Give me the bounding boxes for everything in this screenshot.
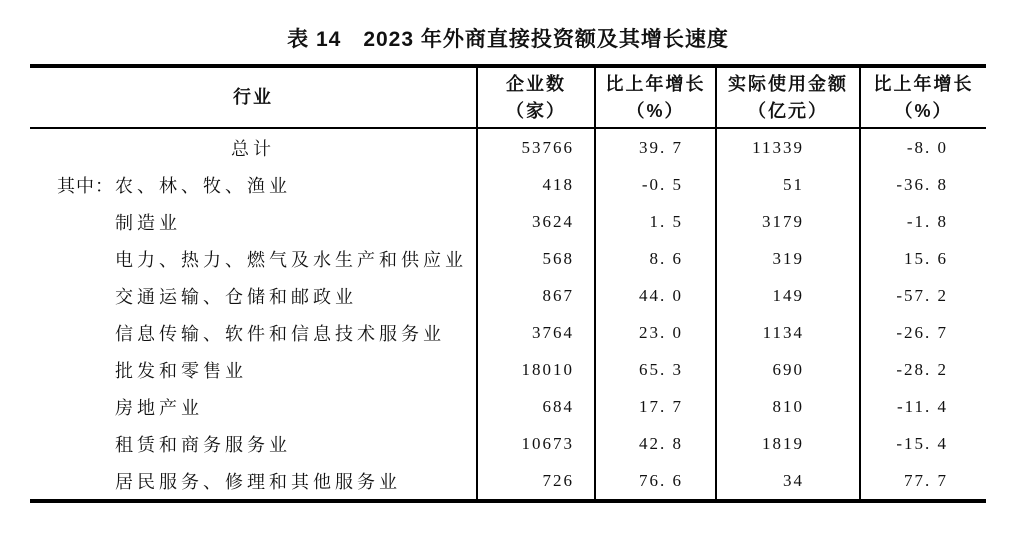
amount-growth-value: -11. 4 [896, 396, 948, 416]
amount-value: 34 [716, 462, 860, 501]
amount-value: 1134 [716, 314, 860, 351]
amount-growth-value: -26. 7 [896, 322, 948, 342]
enterprises-value: 3624 [477, 203, 595, 240]
amount-growth-value: -28. 2 [896, 359, 948, 379]
qizhong-prefix: 其中： [57, 175, 114, 196]
amount-value: 149 [716, 277, 860, 314]
enterprises-value: 10673 [477, 425, 595, 462]
industry-cell: 居民服务、修理和其他服务业 [30, 462, 477, 501]
enterprises-growth-value: 39. 7 [595, 128, 716, 166]
amount-growth-value: -1. 8 [906, 211, 948, 231]
enterprises-growth-value: 8. 6 [595, 240, 716, 277]
fdi-table [30, 64, 986, 503]
amount-value: 1819 [716, 425, 860, 462]
amount-value: 11339 [716, 128, 860, 166]
table-row [30, 203, 986, 240]
table-row-total [30, 128, 986, 166]
enterprises-growth-value: -0. 5 [595, 166, 716, 203]
industry-cell [30, 166, 477, 203]
industry-cell: 制造业 [30, 203, 477, 240]
enterprises-value: 568 [477, 240, 595, 277]
column-header-amount-growth: 比上年增长 （%） [860, 66, 986, 128]
table-row [30, 314, 986, 351]
industry-cell: 租赁和商务服务业 [30, 425, 477, 462]
table-body [30, 128, 986, 501]
amount-growth-value: 15. 6 [904, 248, 948, 268]
amount-value: 3179 [716, 203, 860, 240]
enterprises-value: 3764 [477, 314, 595, 351]
industry-cell: 信息传输、软件和信息技术服务业 [30, 314, 477, 351]
enterprises-value: 684 [477, 388, 595, 425]
industry-cell: 批发和零售业 [30, 351, 477, 388]
amount-growth-value: -15. 4 [896, 433, 948, 453]
enterprises-growth-value: 65. 3 [595, 351, 716, 388]
header-row [30, 66, 986, 128]
table-title: 表 14 2023 年外商直接投资额及其增长速度 [287, 28, 729, 51]
amount-growth-value: -8. 0 [906, 137, 948, 157]
enterprises-growth-value: 17. 7 [595, 388, 716, 425]
industry-name: 农、林、牧、渔业 [115, 175, 291, 196]
industry-cell: 房地产业 [30, 388, 477, 425]
amount-growth-value: -36. 8 [896, 174, 948, 194]
enterprises-growth-value: 42. 8 [595, 425, 716, 462]
table-row [30, 388, 986, 425]
enterprises-growth-value: 76. 6 [595, 462, 716, 501]
enterprises-value: 53766 [477, 128, 595, 166]
amount-growth-value: -57. 2 [896, 285, 948, 305]
table-row [30, 425, 986, 462]
table-row [30, 462, 986, 501]
column-header-enterprises: 企业数 （家） [477, 66, 595, 128]
enterprises-value: 867 [477, 277, 595, 314]
enterprises-growth-value: 44. 0 [595, 277, 716, 314]
enterprises-growth-value: 1. 5 [595, 203, 716, 240]
table-row [30, 166, 986, 203]
amount-value: 319 [716, 240, 860, 277]
industry-cell: 交通运输、仓储和邮政业 [30, 277, 477, 314]
table-row [30, 240, 986, 277]
industry-cell: 电力、热力、燃气及水生产和供应业 [30, 240, 477, 277]
enterprises-value: 726 [477, 462, 595, 501]
amount-growth-value: 77. 7 [904, 470, 948, 490]
table-row [30, 277, 986, 314]
column-header-industry: 行业 [30, 66, 477, 128]
enterprises-value: 18010 [477, 351, 595, 388]
enterprises-growth-value: 23. 0 [595, 314, 716, 351]
column-header-enterprises-growth: 比上年增长 （%） [595, 66, 716, 128]
amount-value: 51 [716, 166, 860, 203]
enterprises-value: 418 [477, 166, 595, 203]
industry-cell: 总计 [30, 128, 477, 166]
amount-value: 810 [716, 388, 860, 425]
table-row [30, 351, 986, 388]
amount-value: 690 [716, 351, 860, 388]
column-header-amount: 实际使用金额 （亿元） [716, 66, 860, 128]
table-header [30, 66, 986, 128]
